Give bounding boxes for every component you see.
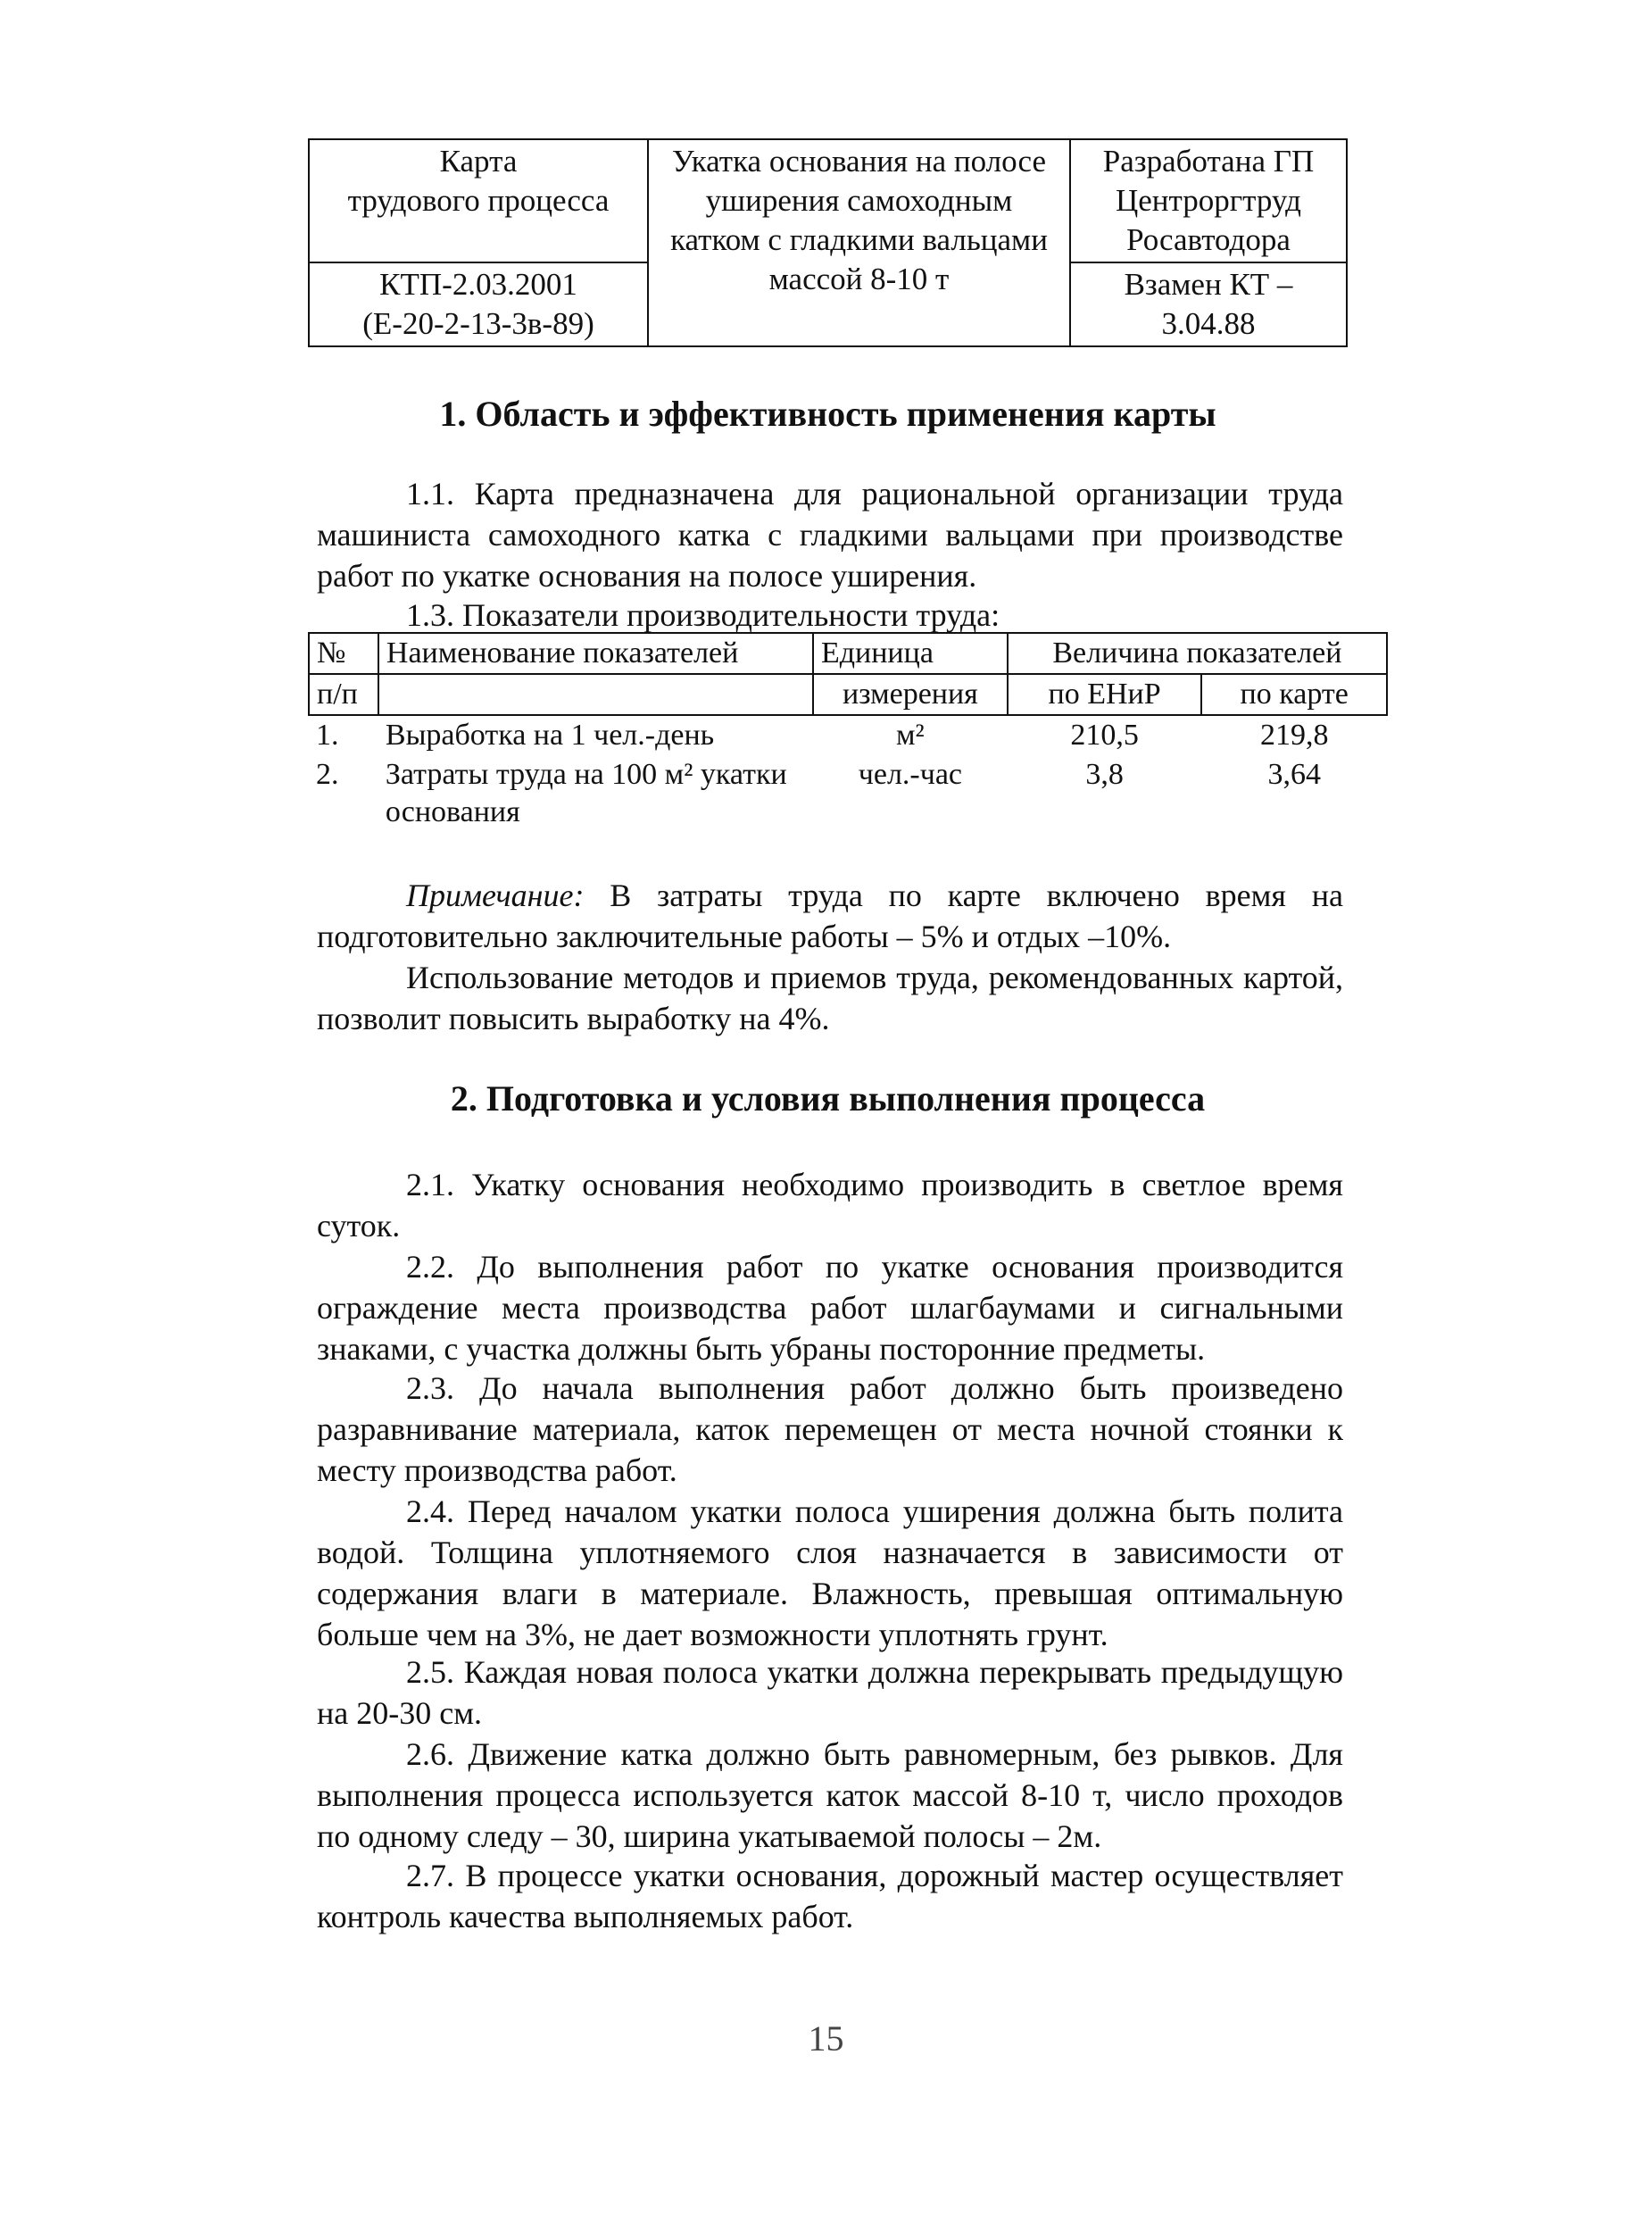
card-code: КТП-2.03.2001 (Е-20-2-13-3в-89) <box>309 262 648 346</box>
row-name: Затраты труда на 100 м² укатки основания <box>385 758 787 828</box>
col-num-2: п/п <box>309 674 378 715</box>
paragraph-2-2: 2.2. До выполнения работ по укатке основания производится ограждение места производства работ шлагбаумами и сигнальными знаками, с участка должны быть убраны посторонние предметы. <box>317 1249 1343 1367</box>
col-unit: Единица <box>813 633 1008 674</box>
paragraph-1-1: 1.1. Карта предназначена для рациональной организации труда машиниста самоходного катка с гладкими вальцами при производстве работ по укатке основания на полосе уширения. <box>317 476 1343 594</box>
page-number: 15 <box>808 2018 844 2059</box>
paragraph-2-3: 2.3. До начала выполнения работ должно быть произведено разравнивание материала, каток перемещен от места ночной стоянки к месту производства работ. <box>317 1370 1343 1488</box>
col-enir: по ЕНиР <box>1008 674 1202 715</box>
row-unit: чел.-час <box>858 758 963 791</box>
section-2-title: 2. Подготовка и условия выполнения процесса <box>450 1078 1206 1119</box>
row-name: Выработка на 1 чел.-день <box>385 719 715 752</box>
paragraph-2-1: 2.1. Укатку основания необходимо производить в светлое время суток. <box>317 1167 1343 1244</box>
col-name-2 <box>378 674 813 715</box>
table-row <box>309 755 1387 832</box>
row-card: 3,64 <box>1267 758 1321 791</box>
indicators-table <box>308 632 1388 832</box>
paragraph-2-4: 2.4. Перед началом укатки полоса уширения должна быть полита водой. Толщина уплотняемого слоя назначается в зависимости от содержания влаги в материале. Влажность, превышая оптимальную больше чем на 3%, не дает возможности уплотнять грунт. <box>317 1493 1343 1652</box>
row-enir: 3,8 <box>1085 758 1124 791</box>
card-subject: Укатка основания на полосе уширения самоходным катком с гладкими вальцами массой 8-10 т <box>648 139 1070 346</box>
paragraph-1-3: 1.3. Показатели производительности труда: <box>406 597 1000 633</box>
col-num: № <box>309 633 378 674</box>
row-card: 219,8 <box>1259 719 1329 752</box>
col-card: по карте <box>1201 674 1387 715</box>
note <box>317 875 1343 957</box>
card-replaces: Взамен КТ – 3.04.88 <box>1070 262 1347 346</box>
table-row <box>309 715 1387 755</box>
section-1-title: 1. Область и эффективность применения карты <box>439 394 1216 434</box>
paragraph-2-5: 2.5. Каждая новая полоса укатки должна перекрывать предыдущую на 20-30 см. <box>317 1654 1343 1731</box>
row-num: 1. <box>316 719 339 752</box>
card-developer: Разработана ГП Центроргтруд Росавтодора <box>1070 139 1347 262</box>
card-title: Карта трудового процесса <box>309 139 648 262</box>
header-table <box>308 138 1348 347</box>
note-label: Примечание: <box>406 878 585 913</box>
col-unit-2: измерения <box>813 674 1008 715</box>
col-name: Наименование показателей <box>378 633 813 674</box>
paragraph-2-7: 2.7. В процессе укатки основания, дорожный мастер осуществляет контроль качества выполняемых работ. <box>317 1858 1343 1934</box>
paragraph-2-6: 2.6. Движение катка должно быть равномерным, без рывков. Для выполнения процесса используется каток массой 8-10 т, число проходов по одному следу – 30, ширина укатываемой полосы – 2м. <box>317 1736 1343 1854</box>
row-num: 2. <box>316 758 339 791</box>
row-enir: 210,5 <box>1070 719 1139 752</box>
row-unit: м² <box>896 719 925 752</box>
paragraph-methods: Использование методов и приемов труда, рекомендованных картой, позволит повысить выработку на 4%. <box>317 960 1343 1036</box>
col-value: Величина показателей <box>1008 633 1387 674</box>
note-text: В затраты труда по карте включено время на подготовительно заключительные работы – 5% и отдых –10%. <box>317 878 1343 954</box>
